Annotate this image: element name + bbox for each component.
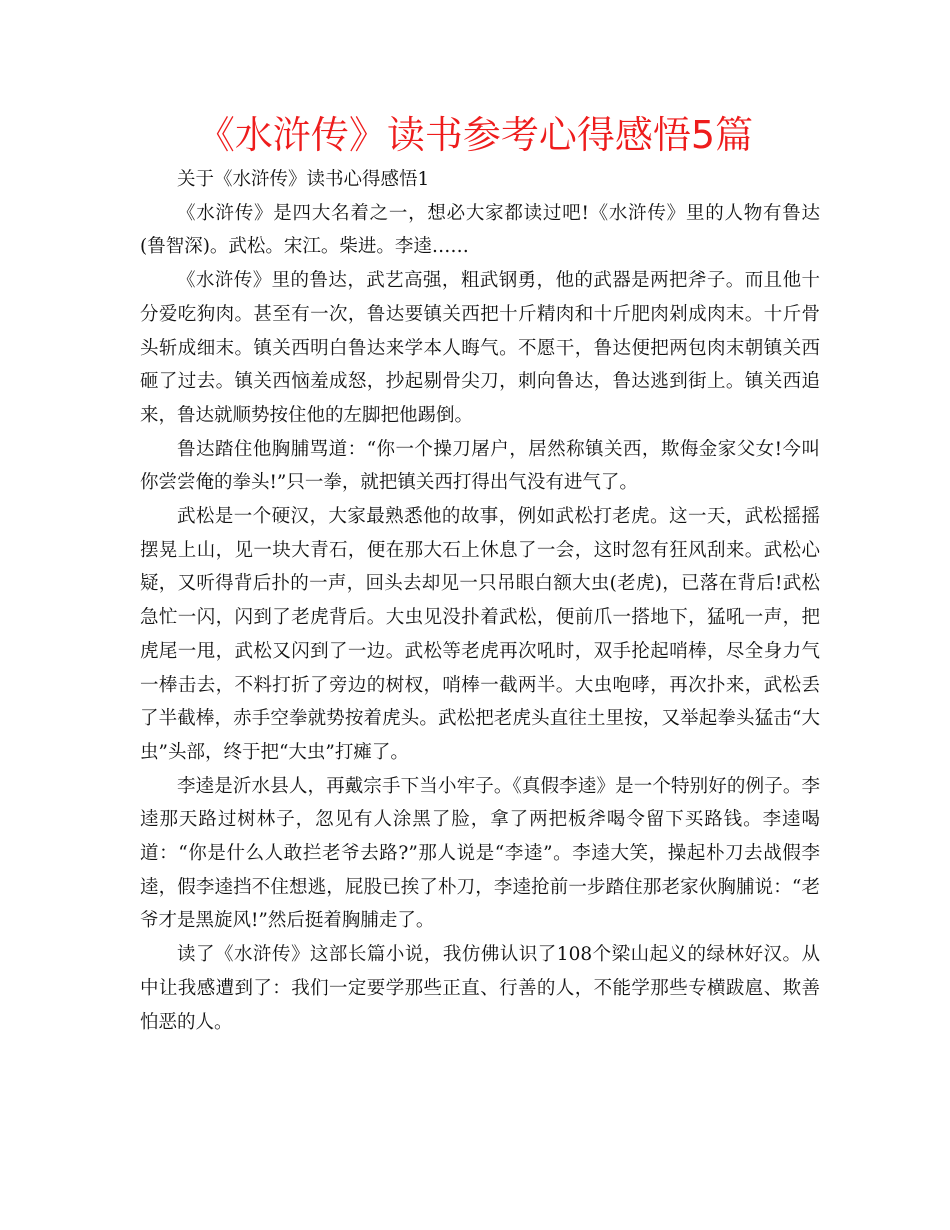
document-body xyxy=(140,163,820,1039)
paragraph-intro: 《水浒传》是四大名着之一，想必大家都读过吧!《水浒传》里的人物有鲁达(鲁智深)。武松。宋江。柴进。李逵…… xyxy=(140,202,820,258)
paragraph-luda-punch: 鲁达踏住他胸脯骂道：“你一个操刀屠户，居然称镇关西，欺侮金家父女!今叫你尝尝俺的拳头!”只一拳，就把镇关西打得出气没有进气了。 xyxy=(140,438,820,494)
section-heading: 关于《水浒传》读书心得感悟1 xyxy=(177,169,430,190)
paragraph-likui: 李逵是沂水县人，再戴宗手下当小牢子。《真假李逵》是一个特别好的例子。李逵那天路过树林子，忽见有人涂黑了脸，拿了两把板斧喝令留下买路钱。李逵喝道：“你是什么人敢拦老爷去路?”那人说是“李逵”。李逵大笑，操起朴刀去战假李逵，假李逵挡不住想逃，屁股已挨了朴刀，李逵抢前一步踏住那老家伙胸脯说：“老爷才是黑旋风!”然后挺着胸脯走了。 xyxy=(140,775,820,932)
paragraph-conclusion: 读了《水浒传》这部长篇小说，我仿佛认识了108个梁山起义的绿林好汉。从中让我感遭到了：我们一定要学那些正直、行善的人，不能学那些专横跋扈、欺善怕恶的人。 xyxy=(140,944,820,1033)
document-title: 《水浒传》读书参考心得感悟5篇 xyxy=(196,113,754,157)
paragraph-wusong: 武松是一个硬汉，大家最熟悉他的故事，例如武松打老虎。这一天，武松摇摇摆晃上山，见一块大青石，便在那大石上休息了一会，这时忽有狂风刮来。武松心疑，又听得背后扑的一声，回头去却见一只吊眼白额大虫(老虎)，已落在背后!武松急忙一闪，闪到了老虎背后。大虫见没扑着武松，便前爪一搭地下，猛吼一声，把虎尾一甩，武松又闪到了一边。武松等老虎再次吼时，双手抡起哨棒，尽全身力气一棒击去，不料打折了旁边的树杈，哨棒一截两半。大虫咆哮，再次扑来，武松丢了半截棒，赤手空拳就势按着虎头。武松把老虎头直往土里按，又举起拳头猛击“大虫”头部，终于把“大虫”打瘫了。 xyxy=(140,506,820,763)
paragraph-luda: 《水浒传》里的鲁达，武艺高强，粗武钢勇，他的武器是两把斧子。而且他十分爱吃狗肉。甚至有一次，鲁达要镇关西把十斤精肉和十斤肥肉剁成肉末。十斤骨头斩成细末。镇关西明白鲁达来学本人晦气。不愿干，鲁达便把两包肉末朝镇关西砸了过去。镇关西恼羞成怒，抄起剔骨尖刀，刺向鲁达，鲁达逃到街上。镇关西追来，鲁达就顺势按住他的左脚把他踢倒。 xyxy=(140,270,820,426)
